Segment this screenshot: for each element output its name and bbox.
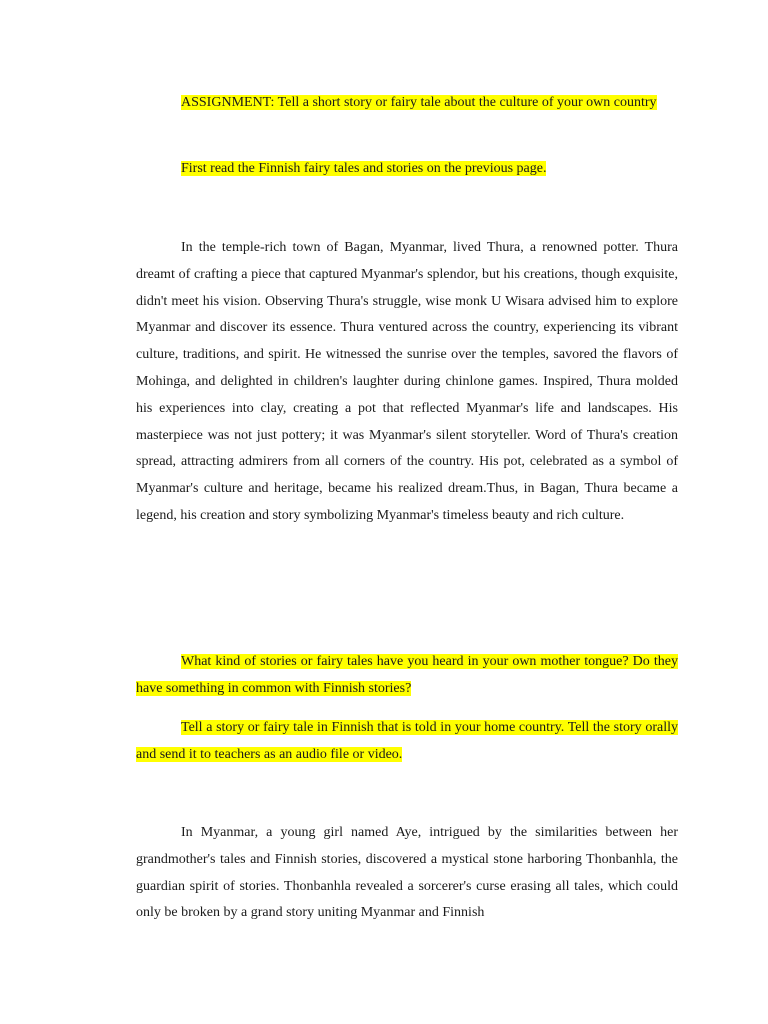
second-instruction-paragraph	[136, 715, 678, 769]
assignment-highlighted-text: ASSIGNMENT: Tell a short story or fairy tale about the culture of your own country	[181, 95, 657, 110]
story-paragraph-bagan: In the temple-rich town of Bagan, Myanmar, lived Thura, a renowned potter. Thura dreamt of crafting a piece that captured Myanmar's splendor, but his creations, though exquisite, didn't meet his vision. Observing Thura's struggle, wise monk U Wisara advised him to explore Myanmar and discover its essence. Thura ventured across the country, experiencing its vibrant culture, traditions, and spirit. He witnessed the sunrise over the temples, savored the flavors of Mohinga, and delighted in children's laughter during chinlone games. Inspired, Thura molded his experiences into clay, creating a pot that reflected Myanmar's life and landscapes. His masterpiece was not just pottery; it was Myanmar's silent storyteller. Word of Thura's creation spread, attracting admirers from all corners of the country. His pot, celebrated as a symbol of Myanmar's culture and heritage, became his realized dream.Thus, in Bagan, Thura became a legend, his creation and story symbolizing Myanmar's timeless beauty and rich culture.	[136, 240, 678, 523]
instruction-paragraph	[136, 156, 678, 183]
question-highlighted-text: What kind of stories or fairy tales have you heard in your own mother tongue? Do they have something in common with Finnish stories?	[136, 654, 678, 696]
second-instruction-highlighted-text: Tell a story or fairy tale in Finnish that is told in your home country. Tell the story orally and send it to teachers as an audio file or video.	[136, 720, 678, 762]
story-paragraph-aye: In Myanmar, a young girl named Aye, intrigued by the similarities between her grandmother's tales and Finnish stories, discovered a mystical stone harboring Thonbanhla, the guardian spirit of stories. Thonbanhla revealed a sorcerer's curse erasing all tales, which could only be broken by a grand story uniting Myanmar and Finnish	[136, 825, 678, 921]
instruction-highlighted-text: First read the Finnish fairy tales and stories on the previous page.	[181, 161, 547, 176]
assignment-paragraph	[136, 90, 678, 117]
question-paragraph	[136, 649, 678, 703]
